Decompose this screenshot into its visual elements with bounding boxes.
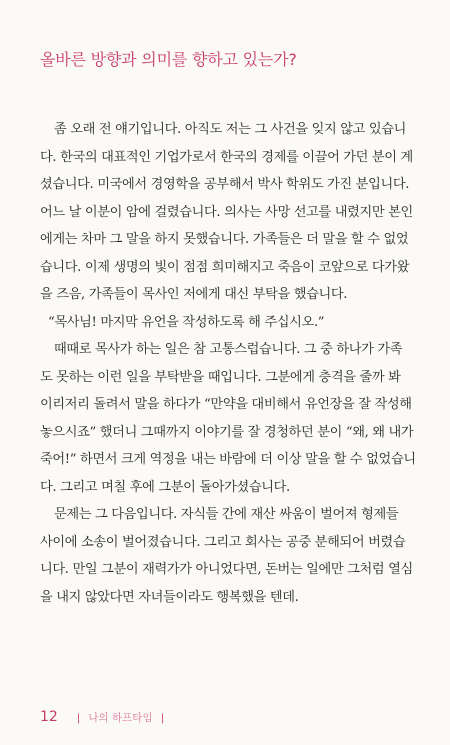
text-line: 습니다. 이제 생명의 빛이 점점 희미해지고 죽음이 코앞으로 다가왔	[40, 259, 410, 275]
page-footer	[40, 706, 164, 725]
text-line: 어느 날 이분이 암에 걸렸습니다. 의사는 사망 선고를 내렸지만 본인	[40, 204, 413, 220]
book-title: 나의 하프타임	[88, 712, 153, 724]
text-line: 니다. 만일 그분이 재력가가 아니었다면, 돈버는 일에만 그처럼 열심	[40, 562, 413, 577]
text-line: 셨습니다. 미국에서 경영학을 공부해서 박사 학위도 가진 분입니다.	[40, 177, 410, 192]
text-line: 놓으시죠” 했더니 그때까지 이야기를 잘 경청하던 분이 “왜, 왜 내가	[40, 424, 414, 440]
footer-separator-right: |	[160, 713, 165, 724]
section-heading: 올바른 방향과 의미를 향하고 있는가?	[40, 50, 297, 69]
text-line: 때때로 목사가 하는 일은 참 고통스럽습니다. 그 중 하나가 가족	[54, 342, 403, 357]
text-line: 문제는 그 다음입니다. 자식들 간에 재산 싸움이 벌어져 형제들	[54, 507, 399, 522]
text-line: 에게는 차마 그 말을 하지 못했습니다. 가족들은 더 말을 할 수 없었	[40, 232, 409, 247]
text-line: 다. 한국의 대표적인 기업가로서 한국의 경제를 이끌어 가던 분이 계	[40, 149, 413, 165]
text-line: 을 즈음, 가족들이 목사인 저에게 대신 부탁을 했습니다.	[40, 287, 348, 302]
text-line: 죽어!” 하면서 크게 역정을 내는 바람에 더 이상 말을 할 수 없었습니	[40, 452, 416, 467]
text-line: 도 못하는 이런 일을 부탁받을 때입니다. 그분에게 충격을 줄까 봐	[40, 369, 401, 385]
text-line: 이리저리 돌려서 말을 하다가 “만약을 대비해서 유언장을 잘 작성해	[40, 397, 412, 412]
footer-separator-left: |	[76, 713, 81, 724]
text-line: “목사님! 마지막 유언을 작성하도록 해 주십시오.”	[48, 314, 325, 330]
text-line: 다. 그리고 며칠 후에 그분이 돌아가셨습니다.	[40, 479, 290, 495]
page-number: 12	[40, 709, 58, 725]
text-line: 사이에 소송이 벌어졌습니다. 그리고 회사는 공중 분해되어 버렸습	[40, 534, 406, 550]
body-text	[40, 116, 418, 611]
text-line: 을 내지 않았다면 자녀들이라도 행복했을 텐데.	[40, 589, 299, 605]
text-line: 좀 오래 전 얘기입니다. 아직도 저는 그 사건을 잊지 않고 있습니	[54, 122, 406, 137]
